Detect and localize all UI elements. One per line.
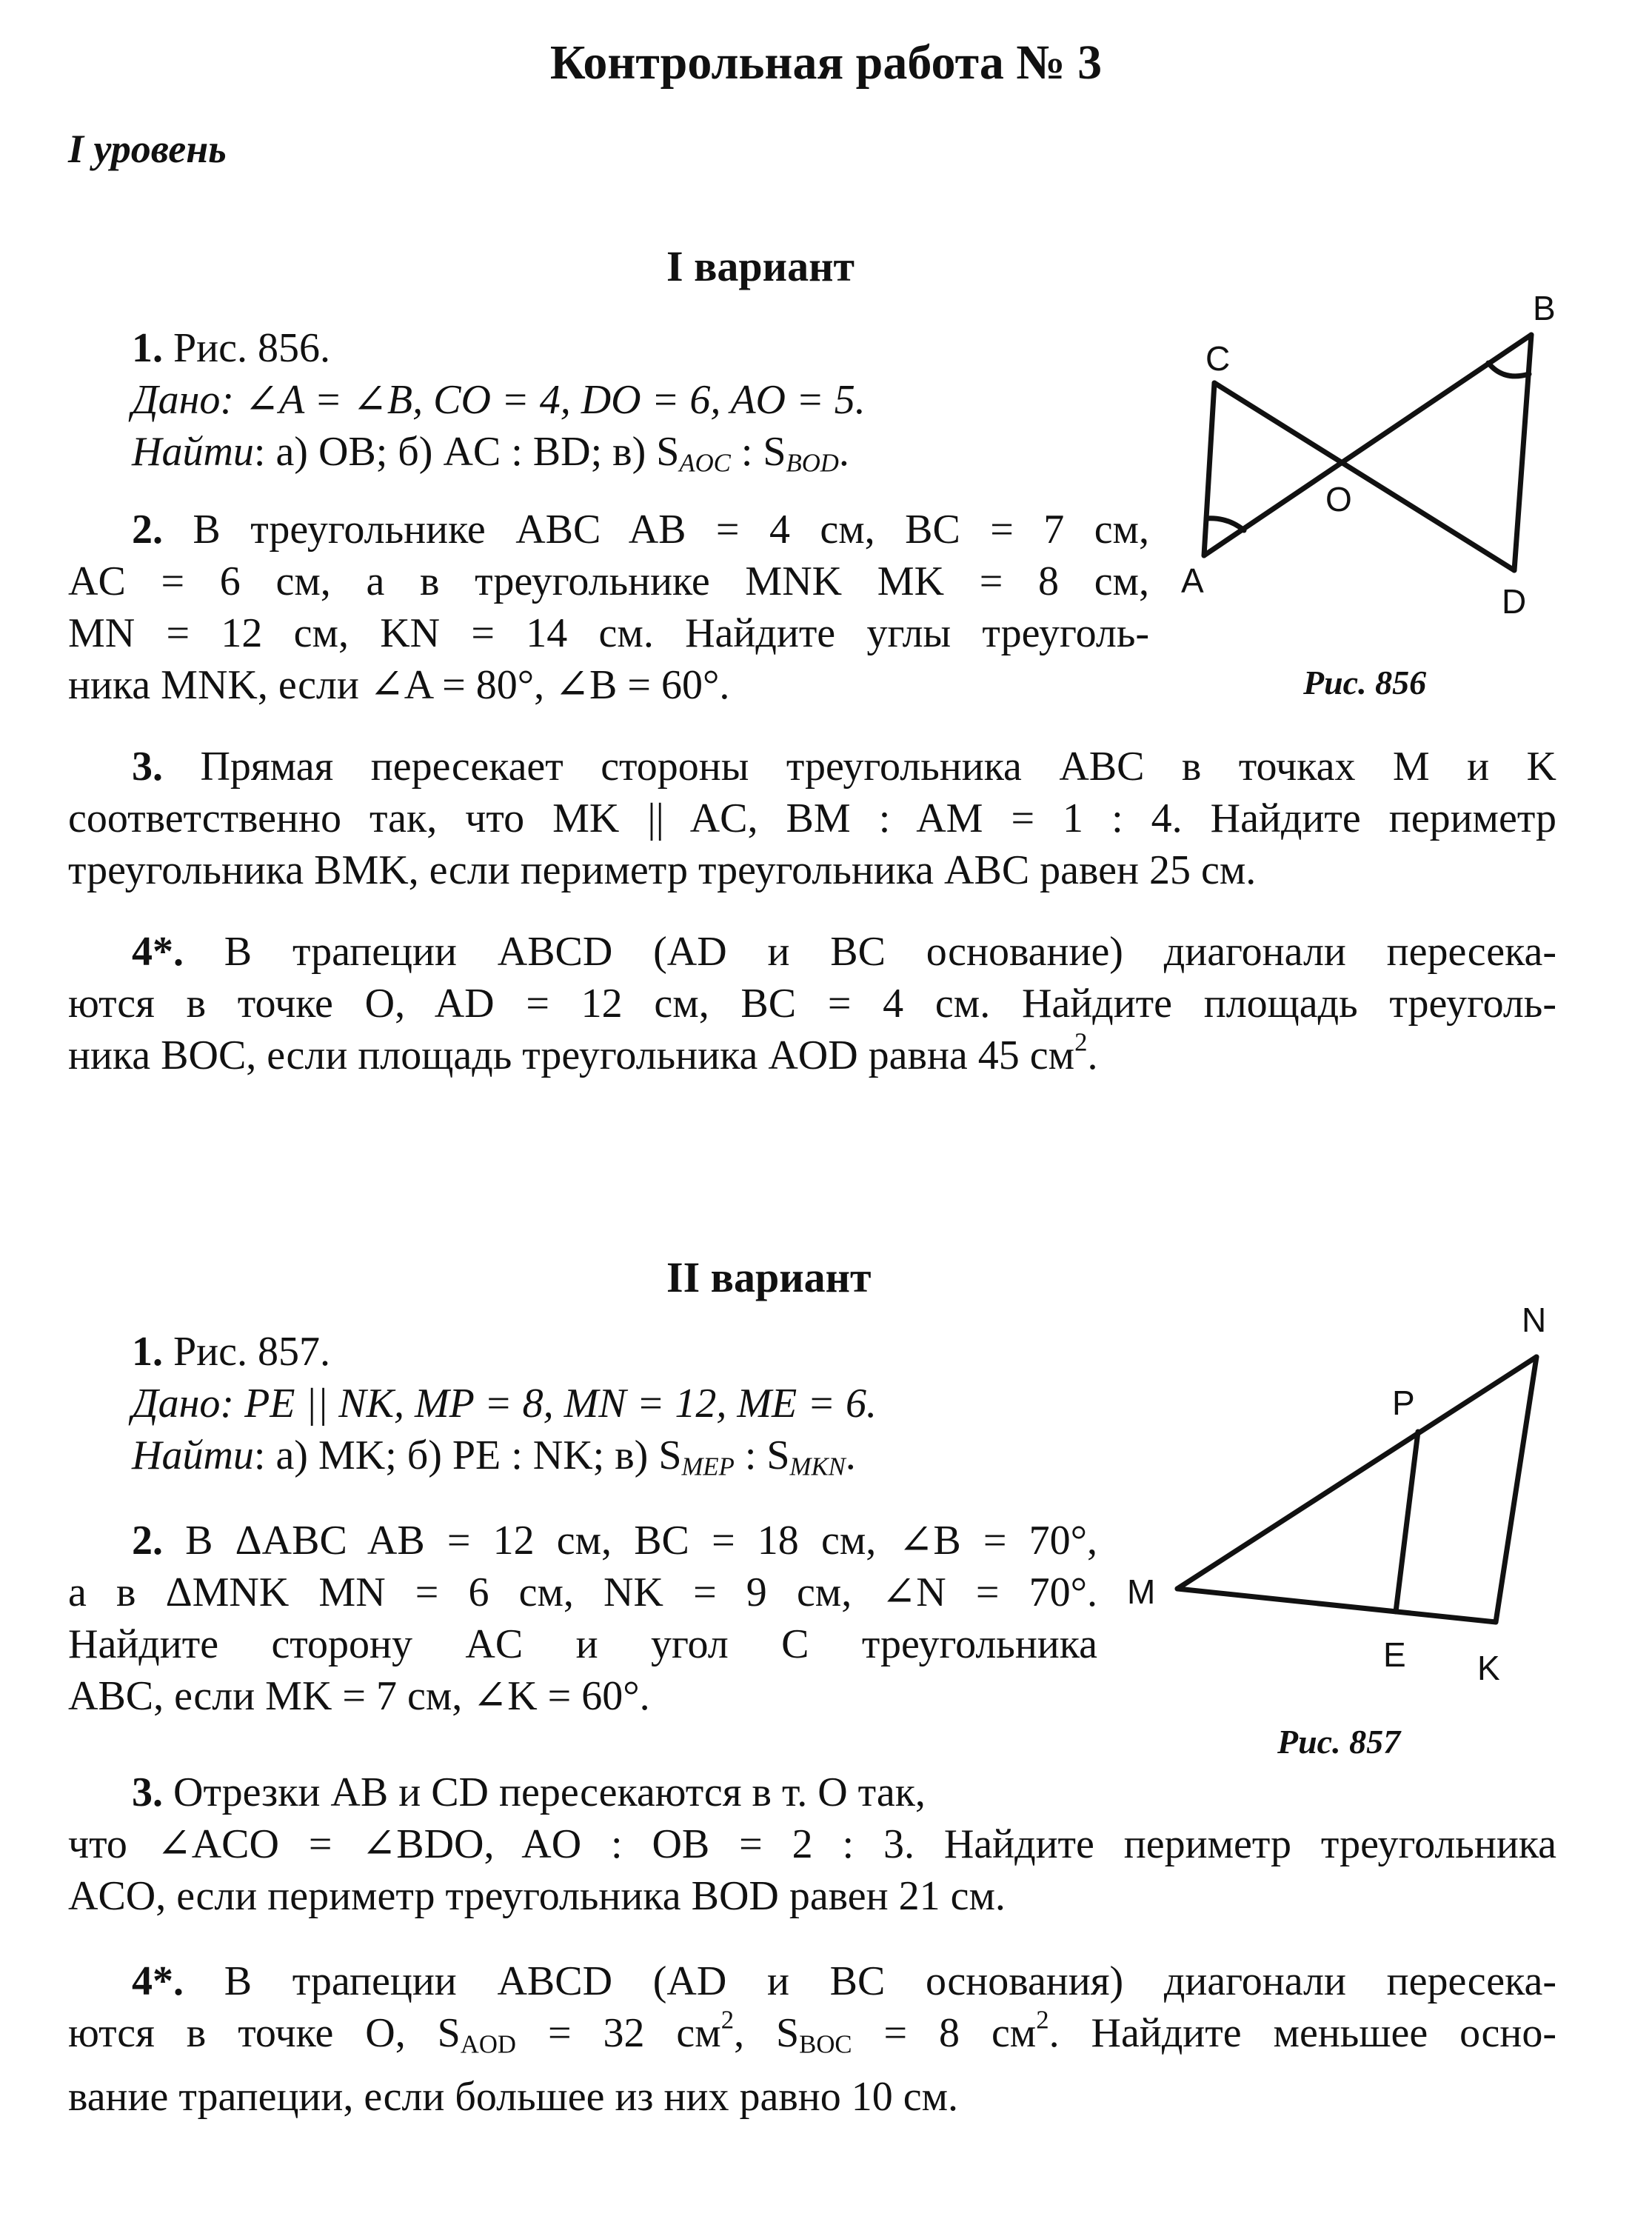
v1-p3-line-1: Прямая пересекает стороны треугольника ABC в точках M и K: [163, 744, 1556, 790]
v1-p1-number: 1.: [132, 325, 163, 371]
label-n: N: [1522, 1301, 1547, 1339]
v1-p4-line-3: ника BOC, если площадь треугольника AOD равна 45 см: [68, 1032, 1075, 1078]
segment-ca: [1204, 383, 1214, 556]
figure-856: [1170, 281, 1585, 696]
v1-p1-given-label: Дано: [132, 377, 221, 423]
v2-p4-line-1: В трапеции ABCD (AD и BC основания) диагонали пересека-: [184, 1958, 1556, 2004]
v2-p3-line-1: Отрезки AB и CD пересекаются в т. O так,: [163, 1769, 926, 1815]
figure-856-caption: Рис. 856: [1303, 664, 1427, 701]
v1-problem-3: [68, 741, 1556, 896]
label-p: P: [1392, 1384, 1415, 1422]
segment-mk: [1177, 1589, 1496, 1622]
segment-nk: [1496, 1357, 1536, 1622]
v1-p4-line-2: ются в точке O, AD = 12 см, BC = 4 см. Найдите площадь треуголь-: [68, 981, 1556, 1027]
v2-problem-1: [132, 1326, 1094, 1493]
v2-p3-line-2: что ∠ACO = ∠BDO, AO : OB = 2 : 3. Найдите периметр треугольника: [68, 1821, 1556, 1867]
segment-pe: [1396, 1432, 1418, 1612]
v2-p2-line-1: В ΔABC AB = 12 см, BC = 18 см, ∠B = 70°,: [163, 1518, 1097, 1564]
v1-p3-number: 3.: [132, 744, 163, 790]
v2-p4-sub1: AOD: [460, 2029, 516, 2059]
angle-b-arc: [1488, 363, 1529, 376]
segment-cd: [1214, 383, 1514, 570]
variant-1-heading: I вариант: [666, 242, 855, 290]
label-m: M: [1127, 1572, 1156, 1611]
v2-p1-number: 1.: [132, 1329, 163, 1375]
v1-p1-end: .: [838, 429, 849, 475]
v2-p1-sub2: MKN: [789, 1452, 846, 1481]
v1-p2-line-2: AC = 6 см, а в треугольнике MNK MK = 8 см,: [68, 558, 1149, 604]
v1-problem-1: [132, 322, 1094, 490]
v1-problem-4: [68, 926, 1556, 1081]
v2-p1-find: : а) MK; б) PE : NK; в) S: [253, 1432, 682, 1478]
segment-ab: [1204, 335, 1531, 556]
v2-p1-find-label: Найти: [132, 1432, 254, 1478]
v2-p1-end: .: [845, 1432, 856, 1478]
v2-p3-line-3: ACO, если периметр треугольника BOD равен 21 см.: [68, 1873, 1006, 1919]
v2-p4-sup2: 2: [1036, 2005, 1049, 2035]
label-o: O: [1325, 480, 1352, 518]
v1-p1-figure-ref: Рис. 856.: [173, 325, 330, 371]
v1-p1-given: : ∠A = ∠B, CO = 4, DO = 6, AO = 5.: [220, 377, 866, 423]
v1-p1-colon: : S: [730, 429, 786, 475]
label-k: K: [1477, 1649, 1500, 1687]
page-title: Контрольная работа № 3: [549, 36, 1103, 90]
figure-857: [1111, 1289, 1570, 1704]
v2-p1-figure-ref: Рис. 857.: [173, 1329, 330, 1375]
v2-p4-line-2d: = 8 см: [852, 2010, 1037, 2056]
v2-p1-given-label: Дано: [132, 1381, 221, 1427]
v2-problem-4: [68, 1955, 1556, 2123]
angle-a-arc: [1206, 518, 1244, 530]
v2-p2-line-2: а в ΔMNK MN = 6 см, NK = 9 см, ∠N = 70°.: [68, 1569, 1097, 1615]
v1-p4-sup: 2: [1074, 1027, 1088, 1057]
v2-p2-number: 2.: [132, 1518, 163, 1564]
level-label: I уровень: [68, 127, 227, 171]
v2-p4-line-3: вание трапеции, если большее из них равно 10 см.: [68, 2073, 959, 2120]
v1-p1-find-label: Найти: [132, 429, 254, 475]
v2-p3-number: 3.: [132, 1769, 163, 1815]
v1-p2-line-1: В треугольнике ABC AB = 4 см, BC = 7 см,: [163, 507, 1149, 553]
v2-p4-line-2c: , S: [734, 2010, 800, 2056]
v1-p4-number: 4*.: [132, 929, 184, 975]
v1-p3-line-3: треугольника BMK, если периметр треугольника ABC равен 25 см.: [68, 847, 1257, 893]
segment-mn: [1177, 1357, 1536, 1589]
label-b: B: [1533, 289, 1556, 327]
label-c: C: [1205, 339, 1231, 378]
segment-bd: [1514, 335, 1531, 570]
v2-p1-colon: : S: [734, 1432, 790, 1478]
v1-p4-end: .: [1087, 1032, 1098, 1078]
v2-p4-line-2a: ются в точке O, S: [68, 2010, 461, 2056]
v2-p2-line-4: ABC, если MK = 7 см, ∠K = 60°.: [68, 1673, 650, 1719]
label-a: A: [1181, 561, 1204, 600]
v2-p4-sup1: 2: [720, 2005, 735, 2035]
v1-p1-sub1: AOC: [679, 448, 731, 478]
v2-p4-line-2b: = 32 см: [516, 2010, 721, 2056]
v2-p1-given: : PE || NK, MP = 8, MN = 12, ME = 6.: [220, 1381, 877, 1427]
v2-p1-sub1: MEP: [681, 1452, 735, 1481]
v2-problem-3: [68, 1766, 1556, 1922]
label-d: D: [1502, 582, 1527, 621]
v2-problem-2: [68, 1515, 1097, 1722]
v1-p4-line-1: В трапеции ABCD (AD и BC основание) диагонали пересека-: [184, 929, 1556, 975]
v1-p2-line-4: ника MNK, если ∠A = 80°, ∠B = 60°.: [68, 662, 730, 708]
v1-p2-number: 2.: [132, 507, 163, 553]
v2-p4-number: 4*.: [132, 1958, 184, 2004]
v2-p2-line-3: Найдите сторону AC и угол C треугольника: [68, 1621, 1097, 1667]
v2-p4-line-2e: . Найдите меньшее осно-: [1049, 2010, 1556, 2056]
figure-857-caption: Рис. 857: [1277, 1723, 1401, 1761]
variant-2-heading: II вариант: [666, 1253, 872, 1301]
v1-p2-line-3: MN = 12 см, KN = 14 см. Найдите углы треуголь-: [68, 610, 1149, 656]
v2-p4-sub2: BOC: [799, 2029, 852, 2059]
v1-p3-line-2: соответственно так, что MK || AC, BM : AM = 1 : 4. Найдите периметр: [68, 795, 1556, 841]
v1-p1-find: : а) OB; б) AC : BD; в) S: [253, 429, 680, 475]
label-e: E: [1383, 1635, 1406, 1674]
v1-p1-sub2: BOD: [786, 448, 839, 478]
v1-problem-2: [68, 504, 1149, 711]
